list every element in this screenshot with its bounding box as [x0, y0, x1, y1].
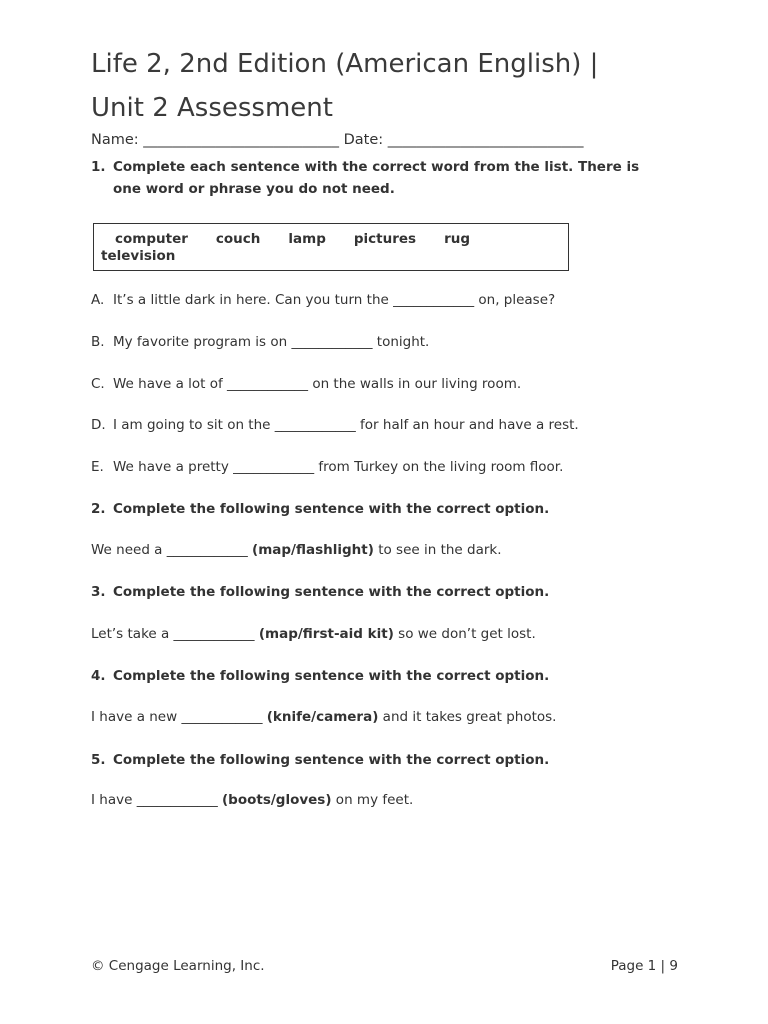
- question-3-sentence: [91, 624, 536, 644]
- question-number: 2.: [91, 501, 106, 517]
- question-3-heading: [91, 581, 666, 603]
- sentence-end: so we don’t get lost.: [393, 626, 536, 642]
- list-item: [91, 457, 563, 477]
- sentence-start: I have ____________: [91, 792, 222, 808]
- question-2-sentence: [91, 540, 502, 560]
- sentence-start: I have a new ____________: [91, 709, 267, 725]
- question-text: Complete each sentence with the correct word from the list. There is one word or phrase you do not need.: [113, 159, 640, 197]
- item-text: I am going to sit on the ____________ for half an hour and have a rest.: [113, 417, 579, 433]
- item-letter: C.: [91, 376, 105, 392]
- question-number: 4.: [91, 668, 106, 684]
- word-list-box: [93, 223, 569, 271]
- word-couch: couch: [215, 231, 261, 247]
- footer-copyright: © Cengage Learning, Inc.: [91, 958, 265, 974]
- item-letter: A.: [91, 292, 105, 308]
- sentence-start: Let’s take a ____________: [91, 626, 259, 642]
- list-item: [91, 290, 555, 310]
- list-item: [91, 374, 521, 394]
- word-pictures: pictures: [353, 231, 417, 247]
- sentence-start: We need a ____________: [91, 542, 253, 558]
- question-4-heading: [91, 665, 666, 687]
- question-text: Complete the following sentence with the correct option.: [113, 752, 550, 768]
- question-5-sentence: [91, 790, 413, 810]
- question-2-heading: [91, 498, 666, 520]
- question-1-heading: [91, 156, 666, 200]
- title-line-2: Unit 2 Assessment: [91, 93, 333, 123]
- page-title: [91, 42, 598, 130]
- question-5-heading: [91, 749, 666, 771]
- question-4-sentence: [91, 707, 556, 727]
- item-letter: E.: [91, 459, 104, 475]
- list-item: [91, 415, 579, 435]
- word-rug: rug: [444, 231, 471, 247]
- word-television: television: [101, 248, 176, 264]
- sentence-options: (knife/camera): [266, 709, 379, 725]
- sentence-options: (boots/gloves): [221, 792, 332, 808]
- question-number: 3.: [91, 584, 106, 600]
- sentence-end: to see in the dark.: [373, 542, 502, 558]
- word-computer: computer: [115, 231, 188, 247]
- sentence-end: and it takes great photos.: [378, 709, 557, 725]
- item-letter: B.: [91, 334, 105, 350]
- sentence-options: (map/flashlight): [252, 542, 374, 558]
- question-text: Complete the following sentence with the correct option.: [113, 584, 550, 600]
- title-line-1: Life 2, 2nd Edition (American English) |: [91, 49, 599, 79]
- name-date-line: Name: ___________________________ Date: ___________________________: [91, 132, 584, 148]
- sentence-options: (map/first-aid kit): [258, 626, 394, 642]
- list-item: [91, 332, 429, 352]
- item-text: It’s a little dark in here. Can you turn the ____________ on, please?: [113, 292, 556, 308]
- question-text: Complete the following sentence with the correct option.: [113, 501, 550, 517]
- worksheet-page: [91, 0, 681, 1024]
- item-text: We have a pretty ____________ from Turkey on the living room floor.: [113, 459, 564, 475]
- question-number: 5.: [91, 752, 106, 768]
- question-text: Complete the following sentence with the correct option.: [113, 668, 550, 684]
- footer-page-number: Page 1 | 9: [610, 958, 678, 974]
- sentence-end: on my feet.: [331, 792, 414, 808]
- item-text: My favorite program is on ____________ tonight.: [113, 334, 430, 350]
- word-lamp: lamp: [288, 231, 326, 247]
- item-letter: D.: [91, 417, 106, 433]
- item-text: We have a lot of ____________ on the walls in our living room.: [113, 376, 522, 392]
- question-number: 1.: [91, 159, 106, 175]
